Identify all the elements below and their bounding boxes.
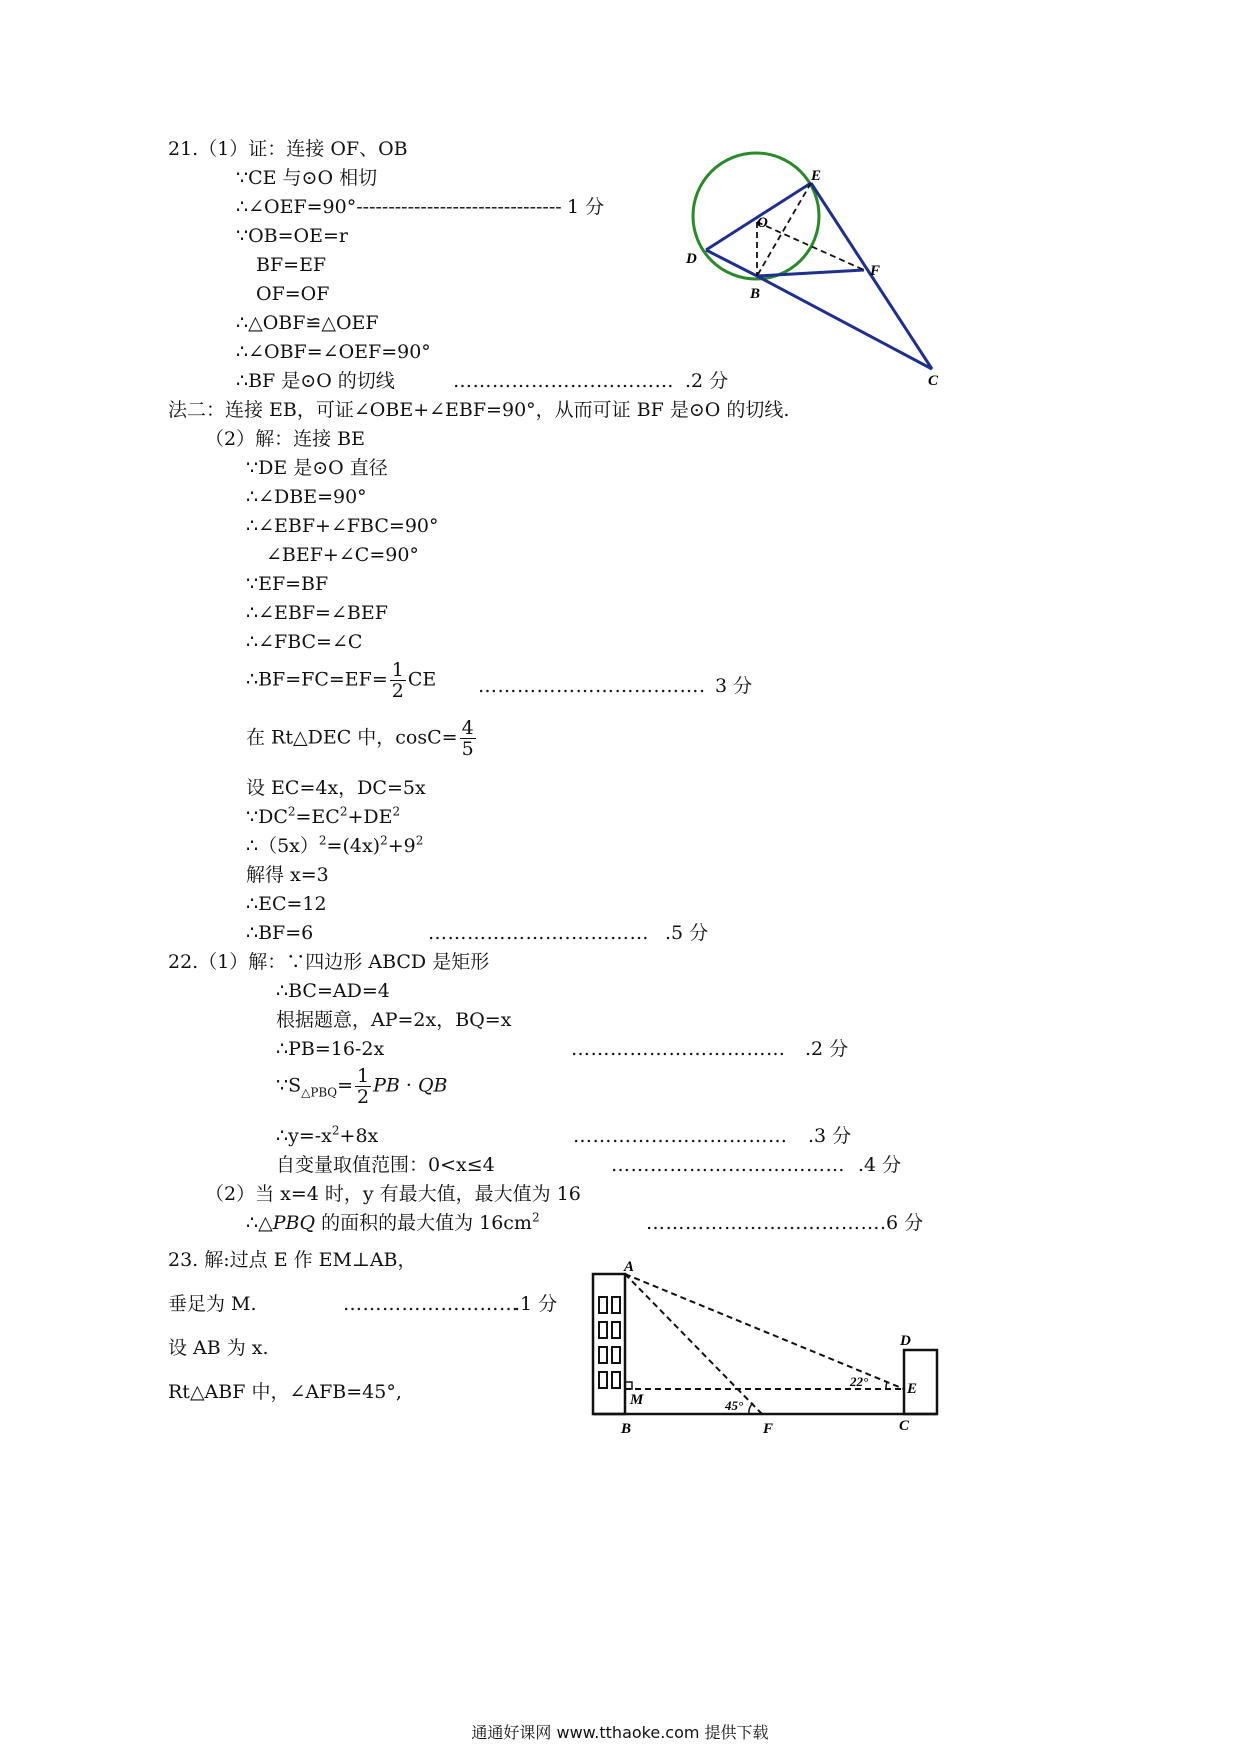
exponent: 2 [380,833,388,848]
dashed-lines [757,183,864,276]
q21-part2-heading: （2）解：连接 BE [205,428,365,450]
page-footer: 通通好课网 www.tthaoke.com 提供下载 [471,1723,769,1742]
building-windows [599,1297,620,1388]
q23-line: 设 AB 为 x. [168,1337,269,1359]
q21-line: ∴∠DBE=90° [246,486,367,508]
point-label: M [630,1392,644,1408]
denominator: 2 [357,1086,370,1108]
q22-line: 自变量取值范围：0<x≤4 [276,1154,495,1176]
point-label: E [907,1381,918,1397]
q21-line: ∵EF=BF [246,573,329,595]
exponent: 2 [339,804,348,819]
text-segment: ∴△ [246,1212,273,1234]
score-mark: .2 分 [685,370,729,392]
text-segment: ∴BF=FC=EF= [246,668,388,691]
circle-tangent-figure [675,145,950,390]
point-label: C [899,1418,910,1434]
text-segment: +9 [387,835,416,857]
exponent: 2 [318,833,327,848]
q22-line [246,1211,540,1235]
text-segment: ∵S [276,1074,302,1097]
score-mark: .5 分 [665,922,709,944]
text-segment: +DE [347,806,393,828]
score-mark: .3 分 [808,1125,852,1147]
exponent: 2 [415,833,424,848]
text-segment: PB · QB [373,1074,448,1097]
point-label: B [750,286,761,302]
text-segment: 在 Rt△DEC 中，cosC= [246,726,458,749]
text-segment: =(4x) [326,835,381,857]
score-mark: .2 分 [805,1038,849,1060]
point-label: F [763,1421,774,1437]
point-label: A [624,1259,635,1275]
q21-line: ∴∠EBF+∠FBC=90° [246,515,439,537]
q21-line: ∵CE 与⊙O 相切 [236,167,378,189]
text-segment: CE [407,668,437,691]
text-segment: ∴（5x） [246,835,319,857]
q22-part2: （2）当 x=4 时，y 有最大值，最大值为 16 [205,1183,581,1205]
q21-fraction-line [246,718,478,759]
q21-line [246,805,400,829]
numerator: 1 [391,659,404,681]
building-ab [593,1274,625,1414]
denominator: 2 [391,680,404,702]
q21-line: ∴EC=12 [246,893,327,915]
exponent: 2 [531,1210,540,1225]
q21-heading: 21.（1）证：连接 OF、OB [168,138,408,160]
dot-leader: ……………………………… [611,1154,845,1176]
q21-line [246,834,423,858]
q21-line: ∵DE 是⊙O 直径 [246,457,388,479]
q21-line: ∴∠FBC=∠C [246,631,363,653]
q21-line: ∴∠OEF=90°-------------------------------- [236,196,562,218]
dot-leader: ……………………… [343,1293,519,1315]
point-label: D [686,251,697,267]
building-angle-figure [580,1250,950,1445]
dot-leader: …………………………… [573,1125,788,1147]
angle-label: 45° [725,1398,744,1413]
exponent: 2 [287,804,296,819]
dot-leader: ……………………….……. [478,675,706,697]
point-label: F [870,263,881,279]
q21-line: 解得 x=3 [246,864,329,886]
q22-line: 根据题意，AP=2x，BQ=x [276,1009,512,1031]
dashed-lines [625,1274,904,1414]
dot-leader: …………………………… [571,1038,786,1060]
point-label: E [811,168,822,184]
q21-line: ∠BEF+∠C=90° [266,544,419,566]
dot-leader: ………………….………… [453,370,675,392]
dot-leader: ………………….………… [428,922,650,944]
text-segment: =EC [295,806,340,828]
q21-fraction-line [246,660,436,701]
text-segment: ∵DC [246,806,288,828]
score-mark: 1 分 [567,196,605,218]
text-segment: ∴y=-x [276,1125,332,1147]
text-segment: 的面积的最大值为 16cm [315,1212,532,1234]
q23-line: 垂足为 M. [168,1293,257,1315]
circle-o [693,153,822,279]
dot-leader: ……………………………… [646,1212,880,1234]
q21-line: ∴BF 是⊙O 的切线 [236,370,395,392]
q23-heading: 23. 解:过点 E 作 EM⊥AB， [168,1249,417,1271]
text-segment: = [337,1074,353,1097]
q22-line: ∴PB=16-2x [276,1038,385,1060]
q22-line [276,1124,378,1148]
q21-line: ∴∠EBF=∠BEF [246,602,388,624]
point-label: O [757,215,768,231]
q21-line: ∵OB=OE=r [236,225,348,247]
text-segment: PBQ [272,1212,316,1234]
numerator: 4 [461,717,474,739]
q22-line: ∴BC=AD=4 [276,980,390,1002]
numerator: 1 [357,1065,370,1087]
fraction [355,1066,371,1107]
angle-label: 22° [850,1374,869,1389]
score-mark: .1 分 [514,1293,558,1315]
q22-heading: 22.（1）解：∵四边形 ABCD 是矩形 [168,951,490,973]
angle-arc [749,1403,753,1414]
q21-line: ∴BF=6 [246,922,314,944]
point-label: C [928,373,939,389]
angle-arc [886,1382,887,1389]
text-segment: +8x [339,1125,379,1147]
q21-line: ∴∠OBF=∠OEF=90° [236,341,431,363]
point-label: D [900,1333,911,1349]
subscript: △PBQ [301,1085,338,1100]
denominator: 5 [461,738,474,760]
fraction [460,718,476,759]
q21-line: 设 EC=4x，DC=5x [246,777,426,799]
q23-line: Rt△ABF 中，∠AFB=45°, [168,1381,402,1403]
exponent: 2 [392,804,401,819]
q21-alt-method: 法二：连接 EB，可证∠OBE+∠EBF=90°，从而可证 BF 是⊙O 的切线. [168,399,790,421]
exponent: 2 [331,1123,340,1138]
score-mark: 3 分 [715,675,753,697]
q21-line: ∴△OBF≌△OEF [236,312,379,334]
score-mark: .6 分 [880,1212,924,1234]
q21-line: OF=OF [256,283,330,305]
score-mark: .4 分 [858,1154,902,1176]
q22-fraction-line [276,1066,448,1107]
q21-line: BF=EF [256,254,327,276]
point-label: B [621,1421,632,1437]
fraction [390,660,406,701]
